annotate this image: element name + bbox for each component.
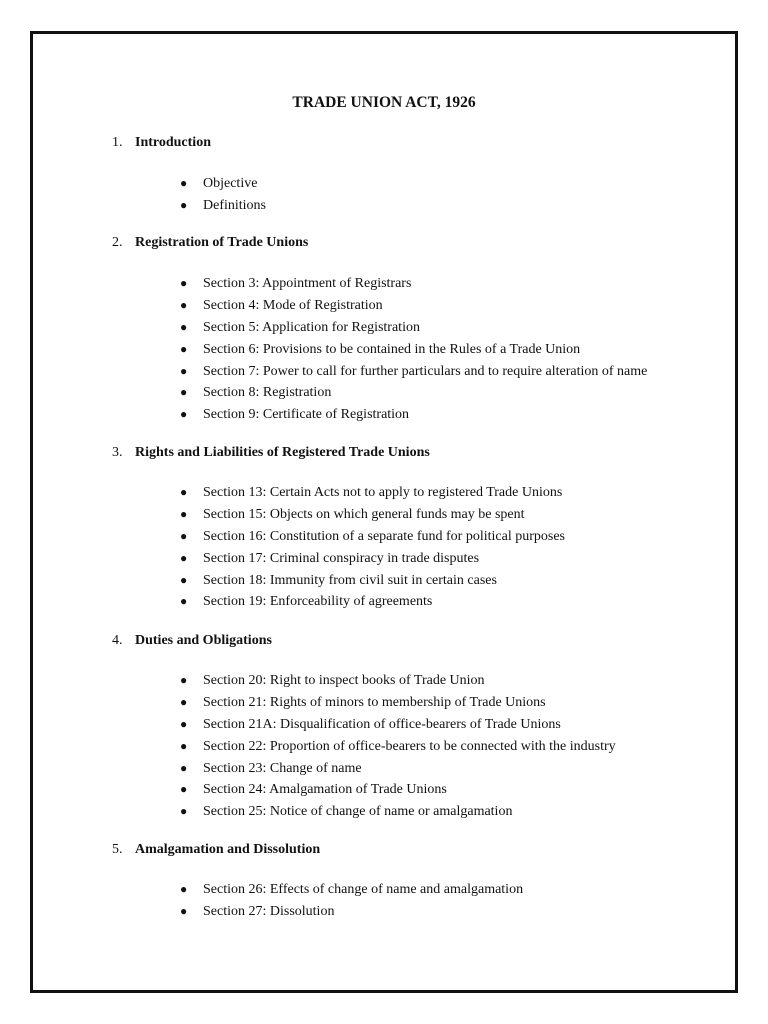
list-item: ● Section 21A: Disqualification of office-bearers of Trade Unions xyxy=(180,714,616,736)
bullet-icon: ● xyxy=(180,673,188,687)
amalgamation-list xyxy=(180,879,523,923)
section-heading-amalgamation xyxy=(112,840,320,860)
bullet-icon: ● xyxy=(180,363,188,378)
list-item: ● Section 5: Application for Registration xyxy=(180,317,647,339)
list-item: ● Definitions xyxy=(180,195,266,217)
bullet-icon: ● xyxy=(180,804,188,819)
list-item: ● Section 9: Certificate of Registration xyxy=(180,404,647,426)
bullet-icon: ● xyxy=(180,760,188,775)
list-item: ● Section 21: Rights of minors to membership of Trade Unions xyxy=(180,692,616,714)
list-item: ● Section 7: Power to call for further particulars and to require alteration of name xyxy=(180,361,647,383)
list-item: ● Section 20: Right to inspect books of Trade Union xyxy=(180,670,616,692)
section-number: 4. xyxy=(112,633,123,648)
bullet-icon: ● xyxy=(180,506,188,521)
duties-list xyxy=(180,670,616,823)
list-item: ● Section 8: Registration xyxy=(180,382,647,404)
list-item: ● Section 16: Constitution of a separate fund for political purposes xyxy=(180,526,565,548)
bullet-icon: ● xyxy=(180,903,188,918)
bullet-icon: ● xyxy=(180,276,188,290)
bullet-icon: ● xyxy=(180,341,188,356)
section-heading-duties xyxy=(112,631,272,651)
bullet-icon: ● xyxy=(180,385,188,400)
list-item: ● Section 25: Notice of change of name or amalgamation xyxy=(180,801,616,823)
bullet-icon: ● xyxy=(180,694,188,709)
registration-list xyxy=(180,273,647,426)
section-number: 3. xyxy=(112,445,123,460)
bullet-icon: ● xyxy=(180,528,188,543)
list-item: ● Section 18: Immunity from civil suit in certain cases xyxy=(180,570,565,592)
list-item: ● Objective xyxy=(180,173,266,195)
section-title: Rights and Liabilities of Registered Trade Unions xyxy=(135,445,430,460)
list-item: ● Section 19: Enforceability of agreements xyxy=(180,591,565,613)
bullet-icon: ● xyxy=(180,782,188,797)
list-item: ● Section 22: Proportion of office-bearers to be connected with the industry xyxy=(180,736,616,758)
list-item: ● Section 26: Effects of change of name and amalgamation xyxy=(180,879,523,901)
section-heading-registration xyxy=(112,233,308,253)
section-heading-rights xyxy=(112,443,430,463)
list-item: ● Section 24: Amalgamation of Trade Unions xyxy=(180,779,616,801)
list-item: ● Section 6: Provisions to be contained in the Rules of a Trade Union xyxy=(180,339,647,361)
rights-list xyxy=(180,482,565,613)
list-item: ● Section 15: Objects on which general funds may be spent xyxy=(180,504,565,526)
bullet-icon: ● xyxy=(180,716,188,731)
section-title: Duties and Obligations xyxy=(135,633,272,648)
bullet-icon: ● xyxy=(180,197,188,212)
bullet-icon: ● xyxy=(180,738,188,753)
document-title: TRADE UNION ACT, 1926 xyxy=(292,94,476,111)
list-item: ● Section 13: Certain Acts not to apply to registered Trade Unions xyxy=(180,482,565,504)
introduction-list xyxy=(180,173,266,217)
bullet-icon: ● xyxy=(180,176,188,190)
bullet-icon: ● xyxy=(180,572,188,587)
bullet-icon: ● xyxy=(180,319,188,334)
list-item: ● Section 23: Change of name xyxy=(180,758,616,780)
list-item: ● Section 4: Mode of Registration xyxy=(180,295,647,317)
bullet-icon: ● xyxy=(180,297,188,312)
bullet-icon: ● xyxy=(180,594,188,609)
section-number: 5. xyxy=(112,842,123,857)
section-heading-introduction xyxy=(112,133,211,153)
section-number: 2. xyxy=(112,235,123,250)
bullet-icon: ● xyxy=(180,882,188,896)
bullet-icon: ● xyxy=(180,485,188,499)
section-number: 1. xyxy=(112,135,123,150)
list-item: ● Section 17: Criminal conspiracy in trade disputes xyxy=(180,548,565,570)
section-title: Amalgamation and Dissolution xyxy=(135,842,321,857)
section-title: Introduction xyxy=(135,135,211,150)
bullet-icon: ● xyxy=(180,407,188,422)
list-item: ● Section 27: Dissolution xyxy=(180,901,523,923)
list-item: ● Section 3: Appointment of Registrars xyxy=(180,273,647,295)
bullet-icon: ● xyxy=(180,550,188,565)
section-title: Registration of Trade Unions xyxy=(135,235,309,250)
